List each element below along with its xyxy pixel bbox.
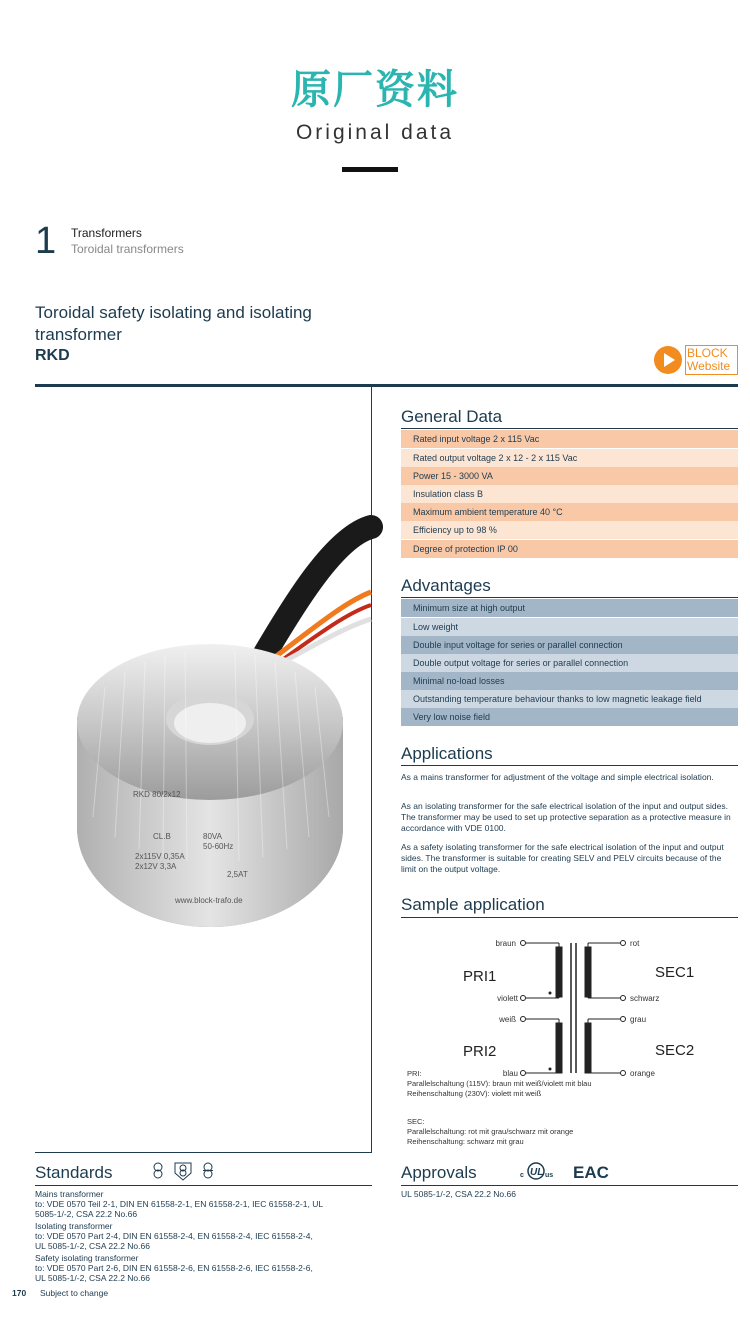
chapter-number: 1	[35, 220, 57, 262]
standards-line: to: VDE 0570 Part 2-4, DIN EN 61558-2-4, EN 61558-2-4, IEC 61558-2-4,	[35, 1231, 313, 1241]
svg-text:c: c	[520, 1172, 524, 1179]
advantages-rule	[401, 597, 738, 598]
advantage-row: Outstanding temperature behaviour thanks to low magnetic leakage field	[401, 690, 738, 708]
application-paragraph: As a safety isolating transformer for the safe electrical isolation of the input and output sides. The transformer is suitable for creating SELV and PELV circuits because of the limit on the output voltage.	[401, 842, 724, 874]
wire-label: rot	[630, 939, 640, 948]
general-data-row: Insulation class B	[401, 485, 738, 503]
advantage-row: Very low noise field	[401, 708, 738, 726]
general-data-row: Rated input voltage 2 x 115 Vac	[401, 430, 738, 448]
banner-divider	[342, 167, 398, 172]
chapter-subtitle: Toroidal transformers	[71, 242, 184, 256]
approvals-heading: Approvals	[401, 1163, 477, 1182]
standards-line: Isolating transformer	[35, 1221, 113, 1231]
applications-rule	[401, 765, 738, 766]
general-data-row: Maximum ambient temperature 40 °C	[401, 503, 738, 521]
safety-isolating-transformer-icon	[175, 1163, 191, 1180]
photo-label-line: 2x115V 0,35A	[135, 852, 185, 861]
sec1-label: SEC1	[655, 964, 695, 981]
photo-label-line: RKD 80/2x12	[133, 790, 181, 799]
application-paragraph: As a mains transformer for adjustment of the voltage and simple electrical isolation.	[401, 772, 714, 782]
general-data-heading: General Data	[401, 407, 503, 426]
photo-label-line: 2x12V 3,3A	[135, 862, 177, 871]
standards-line: Mains transformer	[35, 1189, 104, 1199]
standards-line: 5085-1/-2, CSA 22.2 No.66	[35, 1209, 138, 1219]
toroidal-transformer-image	[35, 387, 371, 1152]
standards-rule	[35, 1185, 372, 1186]
svg-text:UL: UL	[530, 1167, 544, 1178]
standards-line: Safety isolating transformer	[35, 1253, 139, 1263]
general-data-rule	[401, 428, 738, 429]
approvals-rule	[401, 1185, 738, 1186]
photo-frame	[35, 387, 372, 1152]
safety-transformer-icon	[154, 1163, 162, 1178]
general-data-row: Efficiency up to 98 %	[401, 521, 738, 539]
approvals-icons	[520, 1160, 609, 1182]
standards-line: UL 5085-1/-2, CSA 22.2 No.66	[35, 1273, 150, 1283]
pri2-label: PRI2	[463, 1043, 497, 1060]
photo-bottom-rule	[35, 1152, 372, 1153]
advantage-row: Low weight	[401, 618, 738, 636]
pri1-label: PRI1	[463, 968, 497, 985]
sample-heading: Sample application	[401, 895, 545, 914]
advantage-row: Minimal no-load losses	[401, 672, 738, 690]
standards-line: UL 5085-1/-2, CSA 22.2 No.66	[35, 1241, 150, 1251]
wire-label: blau	[502, 1069, 518, 1078]
eac-icon	[573, 1163, 609, 1182]
sample-rule	[401, 917, 738, 918]
approvals-text: UL 5085-1/-2, CSA 22.2 No.66	[401, 1189, 516, 1199]
advantage-row: Double input voltage for series or parallel connection	[401, 636, 738, 654]
general-data-row: Power 15 - 3000 VA	[401, 467, 738, 485]
banner-title: 原厂资料	[291, 67, 459, 113]
photo-label-line: CL.B	[153, 832, 171, 841]
general-data-row: Rated output voltage 2 x 12 - 2 x 115 Vac	[401, 449, 738, 467]
standards-line: to: VDE 0570 Part 2-6, DIN EN 61558-2-6, EN 61558-2-6, IEC 61558-2-6,	[35, 1263, 313, 1273]
page-number: 170	[12, 1288, 27, 1298]
wire-label: braun	[495, 939, 516, 948]
photo-label-line: 2,5AT	[227, 870, 248, 879]
isolating-transformer-icon	[203, 1163, 213, 1178]
wire-label: schwarz	[630, 994, 660, 1003]
photo-website: www.block-trafo.de	[175, 896, 243, 905]
applications-heading: Applications	[401, 744, 493, 763]
advantages-heading: Advantages	[401, 576, 491, 595]
sec-notes: SEC: Parallelschaltung: rot mit grau/schwarz mit orange Reihenschaltung: schwarz mit grau	[407, 1117, 574, 1146]
application-paragraph: As an isolating transformer for the safe electrical isolation of the input and output sides. The transformer may be used to set up protective separation as a protective measure in accordance with VDE 0100.	[401, 801, 731, 833]
pri-notes: PRI: Parallelschaltung (115V): braun mit weiß/violett mit blau Reihenschaltung (230V): violett mit weiß	[407, 1069, 592, 1098]
standards-icons	[150, 1160, 220, 1182]
chapter-title: Transformers	[71, 226, 142, 240]
product-code: RKD	[35, 347, 70, 364]
wire-label: orange	[630, 1069, 655, 1078]
standards-line: to: VDE 0570 Teil 2-1, DIN EN 61558-2-1, EN 61558-2-1, IEC 61558-2-1, UL	[35, 1199, 324, 1209]
product-title: Toroidal safety isolating and isolating transformer	[35, 303, 312, 344]
cul-us-icon	[520, 1163, 553, 1179]
svg-text:EAC: EAC	[573, 1163, 609, 1182]
general-data-row: Degree of protection IP 00	[401, 540, 738, 558]
standards-heading: Standards	[35, 1163, 113, 1182]
photo-label-line: 50-60Hz	[203, 842, 234, 851]
wire-label: violett	[497, 994, 518, 1003]
sec2-label: SEC2	[655, 1042, 695, 1059]
wire-label: grau	[630, 1015, 647, 1024]
footer-note: Subject to change	[40, 1288, 109, 1298]
block-website-label: BLOCK Website	[685, 345, 738, 375]
svg-text:us: us	[545, 1172, 554, 1179]
advantage-row: Minimum size at high output	[401, 599, 738, 617]
play-icon	[654, 346, 682, 374]
photo-label-line: 80VA	[203, 832, 222, 841]
wire-label: weiß	[499, 1015, 516, 1024]
banner-subtitle: Original data	[295, 121, 455, 144]
wiring-schematic	[401, 925, 738, 1085]
block-website-button[interactable]	[654, 345, 738, 375]
advantage-row: Double output voltage for series or parallel connection	[401, 654, 738, 672]
